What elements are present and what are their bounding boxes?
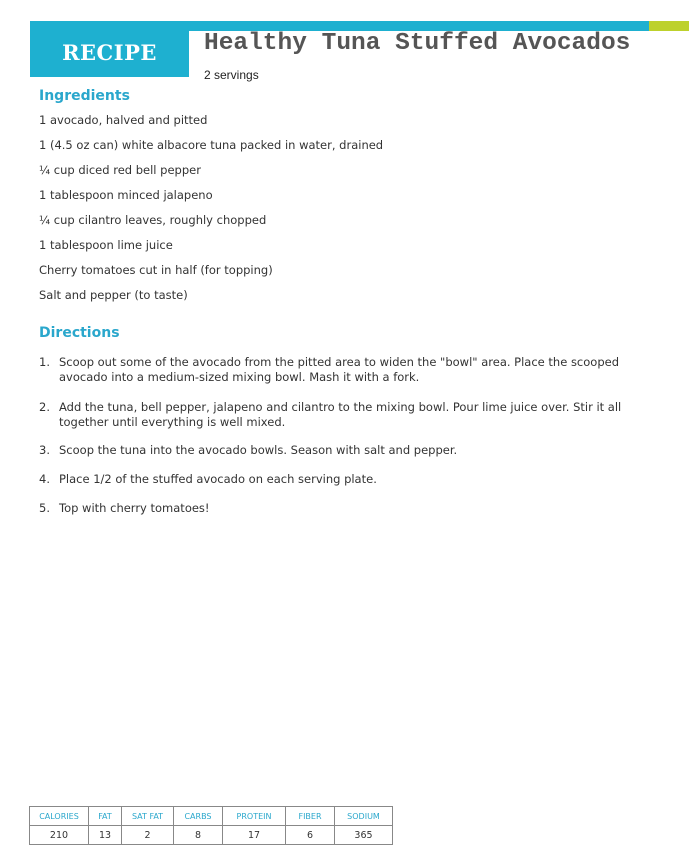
- ingredient-item: 1 tablespoon minced jalapeno: [39, 188, 213, 202]
- nutrition-table: [29, 806, 393, 845]
- nutrition-value-calories: 210: [30, 826, 89, 845]
- nutrition-header-carbs: CARBS: [174, 807, 223, 826]
- nutrition-value-sat-fat: 2: [122, 826, 174, 845]
- ingredient-item: 1 (4.5 oz can) white albacore tuna packed in water, drained: [39, 138, 384, 152]
- ingredients-heading: Ingredients: [39, 88, 130, 104]
- ingredient-item: ¼ cup diced red bell pepper: [39, 163, 201, 177]
- nutrition-value-carbs: 8: [174, 826, 223, 845]
- step-number: 5.: [39, 501, 50, 515]
- nutrition-header-calories: CALORIES: [30, 807, 89, 826]
- direction-step: [39, 472, 649, 501]
- nutrition-header-sat-fat: SAT FAT: [122, 807, 174, 826]
- ingredients-list: [39, 113, 383, 313]
- step-number: 1.: [39, 355, 50, 369]
- direction-step: [39, 443, 649, 472]
- nutrition-values-row: [30, 826, 393, 845]
- directions-list: [39, 355, 649, 530]
- step-text: Add the tuna, bell pepper, jalapeno and cilantro to the mixing bowl. Pour lime juice over. Stir it all together until everything is well mixed.: [59, 400, 622, 429]
- nutrition-value-fiber: 6: [286, 826, 335, 845]
- step-text: Place 1/2 of the stuffed avocado on each serving plate.: [59, 472, 377, 486]
- recipe-badge: [30, 21, 189, 77]
- recipe-title: Healthy Tuna Stuffed Avocados: [204, 30, 631, 57]
- servings: 2 servings: [204, 68, 259, 82]
- nutrition-value-sodium: 365: [335, 826, 393, 845]
- ingredient-item: 1 avocado, halved and pitted: [39, 113, 208, 127]
- recipe-badge-label: RECIPE: [62, 39, 157, 65]
- nutrition-header-sodium: SODIUM: [335, 807, 393, 826]
- direction-step: [39, 400, 649, 443]
- direction-step: [39, 501, 649, 530]
- nutrition-header-row: [30, 807, 393, 826]
- step-text: Scoop the tuna into the avocado bowls. Season with salt and pepper.: [59, 443, 458, 457]
- step-number: 4.: [39, 472, 50, 486]
- ingredient-item: ¼ cup cilantro leaves, roughly chopped: [39, 213, 267, 227]
- nutrition-value-protein: 17: [223, 826, 286, 845]
- nutrition-header-fiber: FIBER: [286, 807, 335, 826]
- ingredient-item: 1 tablespoon lime juice: [39, 238, 173, 252]
- ingredient-item: Cherry tomatoes cut in half (for topping): [39, 263, 273, 277]
- ingredient-item: Salt and pepper (to taste): [39, 288, 188, 302]
- nutrition-header-protein: PROTEIN: [223, 807, 286, 826]
- step-number: 3.: [39, 443, 50, 457]
- directions-heading: Directions: [39, 325, 120, 341]
- nutrition-header-fat: FAT: [89, 807, 122, 826]
- step-text: Top with cherry tomatoes!: [59, 501, 210, 515]
- direction-step: [39, 355, 649, 400]
- step-number: 2.: [39, 400, 50, 414]
- header-bar-green: [649, 21, 689, 31]
- step-text: Scoop out some of the avocado from the pitted area to widen the "bowl" area. Place the scooped avocado into a medium-sized mixing bowl. Mash it with a fork.: [59, 355, 620, 384]
- nutrition-value-fat: 13: [89, 826, 122, 845]
